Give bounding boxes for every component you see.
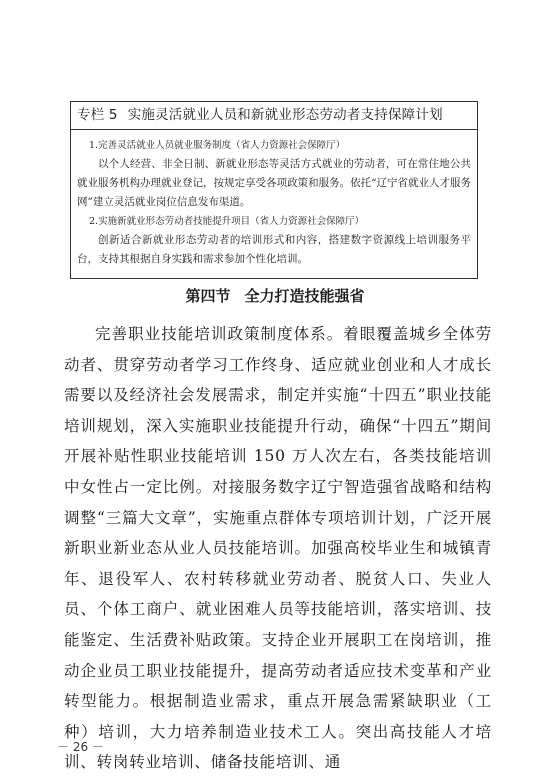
sidebar-box-title	[71, 102, 477, 130]
sidebar-box-number: 专栏 5	[77, 107, 118, 123]
body-paragraph: 完善职业技能培训政策制度体系。着眼覆盖城乡全体劳动者、贯穿劳动者学习工作终身、适应就业创业和人才成长需要以及经济社会发展需求，制定并实施“十四五”职业技能培训规划，深入实施职业技能提升行动，确保“十四五”期间开展补贴性职业技能培训 150 万人次左右，各类技能培训中女性占一定比例。对接服务数字辽宁智造强省战略和结构调整“三篇大文章”，实施重点群体专项培训计划，广泛开展新职业新业态从业人员技能培训。加强高校毕业生和城镇青年、退役军人、农村转移就业劳动者、脱贫人口、失业人员、个体工商户、就业困难人员等技能培训，落实培训、技能鉴定、生活费补贴政策。支持企业开展职工在岗培训，推动企业员工职业技能提升，提高劳动者适应技术变革和产业转型能力。根据制造业需求，重点开展急需紧缺职业（工种）培训，大力培养制造业技术工人。突出高技能人才培训、转岗转业培训、储备技能培训、通	[64, 325, 492, 772]
section-number: 第四节	[185, 287, 231, 305]
sidebar-box-heading: 实施灵活就业人员和新就业形态劳动者支持保障计划	[127, 107, 443, 123]
section-heading: 全力打造技能强省	[244, 287, 365, 305]
section-title	[0, 284, 550, 308]
item-2-heading: 2.实施新就业形态劳动者技能提升项目（省人力资源社会保障厅）	[89, 216, 365, 227]
page-number: － 26 －	[57, 740, 104, 754]
item-2-text: 创新适合新就业形态劳动者的培训形式和内容，搭建数字资源线上培训服务平台，支持其根据自身实践和需求参加个性化培训。	[77, 234, 471, 265]
sidebar-box	[70, 101, 478, 279]
item-1-heading: 1.完善灵活就业人员就业服务制度（省人力资源社会保障厅）	[89, 140, 346, 151]
item-1-text: 以个人经营、非全日制、新就业形态等灵活方式就业的劳动者，可在常住地公共就业服务机构办理就业登记，按规定享受各项政策和服务。依托“辽宁省就业人才服务网”建立灵活就业岗位信息发布渠道。	[77, 158, 471, 208]
sidebar-box-body	[71, 130, 477, 269]
